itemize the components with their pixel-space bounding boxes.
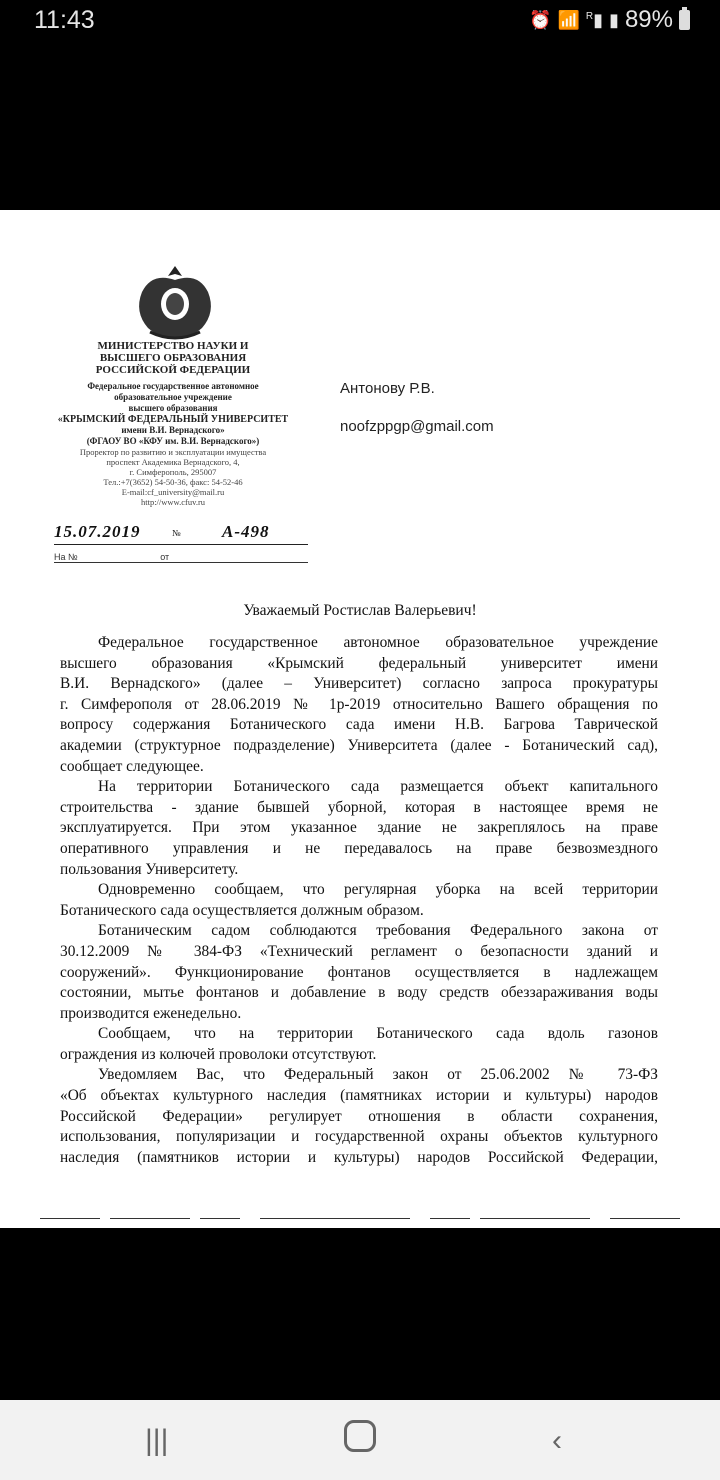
back-icon[interactable]: ‹ — [552, 1424, 562, 1457]
greeting: Уважаемый Ростислав Валерьевич! — [243, 602, 477, 619]
contact-line: http://www.cfuv.ru — [140, 497, 206, 507]
paragraph-line: ограждения из колючей проволоки отсутствуют. — [60, 1045, 377, 1063]
paragraph-line: Уведомляем Вас, что Федеральный закон от 25.06.2002 № 73-ФЗ — [98, 1066, 658, 1084]
paragraph-line: пользования Университету. — [60, 860, 239, 878]
paragraph-line: использования, популяризации и государственной охраны объектов культурного — [60, 1128, 658, 1146]
navigation-bar — [0, 1400, 720, 1480]
letter-body — [60, 633, 658, 1168]
signal-roaming-icon: $^R$▮ — [585, 9, 604, 30]
reference-line — [54, 552, 308, 563]
letterhead — [48, 340, 298, 507]
contact-line: Тел.:+7(3652) 54-50-36, факс: 54-52-46 — [103, 477, 243, 487]
contact-line: Проректор по развитию и эксплуатации имущества — [79, 447, 267, 457]
paragraph-line: производится еженедельно. — [60, 1004, 242, 1022]
paragraph-line: сообщает следующее. — [60, 757, 204, 775]
paragraph-line: 30.12.2009 № 384-ФЗ «Технический регламент о безопасности зданий и — [60, 942, 658, 960]
paragraph-line: сооружений». Функционирование фонтанов осуществляется в надлежащем — [60, 963, 658, 981]
addressee-email: noofzppgp@gmail.com — [340, 418, 494, 435]
status-bar — [0, 0, 720, 45]
paragraph-line: строительства - здание бывшей уборной, которая в настоящее время не — [60, 798, 658, 816]
paragraph-line: Российской Федерации» регулирует отношения в области сохранения, — [60, 1107, 658, 1125]
org-line: высшего образования — [128, 403, 218, 413]
paragraph-line: оперативного управления и не передавалось на праве безвозмездного — [60, 839, 658, 857]
crimea-emblem-icon — [132, 262, 218, 342]
contact-line: проспект Академика Вернадского, 4, — [106, 457, 240, 467]
ministry-line: МИНИСТЕРСТВО НАУКИ И — [97, 340, 249, 352]
addressee-name: Антонову Р.В. — [340, 380, 435, 397]
paragraph-line: Ботанического сада осуществляется должным образом. — [60, 901, 424, 919]
document-image — [0, 210, 720, 1228]
ref-from: от — [160, 552, 170, 562]
paragraph-line: состоянии, мытье фонтанов и добавление в воду средств обеззараживания воды — [60, 984, 658, 1002]
handwritten-date: 15.07.2019 — [54, 522, 141, 541]
contact-line: E-mail:cf_university@mail.ru — [121, 487, 225, 497]
paragraph-line: г. Симферополя от 28.06.2019 № 1р-2019 относительно Вашего обращения по — [60, 695, 658, 713]
paragraph-line: Ботаническим садом соблюдаются требования Федерального закона от — [98, 922, 658, 940]
ministry-line: ВЫСШЕГО ОБРАЗОВАНИЯ — [99, 352, 247, 364]
paragraph-line: Одновременно сообщаем, что регулярная уборка на всей территории — [98, 881, 658, 899]
clock: 11:43 — [34, 6, 95, 34]
paragraph-line: эксплуатируется. При этом указанное здание не закреплялось на праве — [60, 819, 658, 837]
ref-label: На № — [54, 552, 78, 562]
page-edge-lines — [0, 1218, 720, 1220]
signal-icon: ▮ — [609, 9, 619, 30]
ministry-line: РОССИЙСКОЙ ФЕДЕРАЦИИ — [95, 364, 251, 376]
paragraph-line: На территории Ботанического сада размещается объект капитального — [98, 778, 658, 796]
number-sign: № — [172, 528, 181, 538]
paragraph-line: высшего образования «Крымский федеральный университет имени — [60, 654, 658, 672]
paragraph-line: наследия (памятников истории и культуры) народов Российской Федерации, — [60, 1148, 658, 1166]
paragraph-line: академии (структурное подразделение) Университета (далее - Ботанический сад), — [60, 736, 658, 754]
paragraph-line: Федеральное государственное автономное образовательное учреждение — [98, 634, 658, 651]
battery-percent: 89% — [624, 6, 673, 33]
paragraph-line: вопросу содержания Ботанического сада имени Н.В. Багрова Таврической — [60, 716, 658, 734]
university-abbr: (ФГАОУ ВО «КФУ им. В.И. Вернадского») — [86, 436, 260, 446]
paragraph-line: Сообщаем, что на территории Ботанического сада вдоль газонов — [98, 1025, 658, 1043]
wifi-icon: 📶 — [557, 9, 580, 30]
contact-line: г. Симферополь, 295007 — [129, 467, 217, 477]
outgoing-number-line — [54, 522, 308, 545]
alarm-icon: ⏰ — [529, 9, 552, 30]
university-named: имени В.И. Вернадского» — [121, 425, 225, 435]
paragraph-line: «Об объектах культурного наследия (памятниках истории и культуры) народов — [60, 1087, 658, 1105]
paragraph-line: В.И. Вернадского» (далее – Университет) согласно запроса прокуратуры — [60, 675, 658, 693]
university-name: «КРЫМСКИЙ ФЕДЕРАЛЬНЫЙ УНИВЕРСИТЕТ — [57, 414, 289, 425]
handwritten-number: А-498 — [222, 522, 270, 541]
home-icon[interactable] — [344, 1420, 376, 1452]
battery-icon — [679, 10, 690, 30]
recent-apps-icon[interactable]: ||| — [145, 1424, 169, 1457]
org-line: образовательное учреждение — [114, 392, 232, 402]
org-line: Федеральное государственное автономное — [87, 381, 259, 391]
